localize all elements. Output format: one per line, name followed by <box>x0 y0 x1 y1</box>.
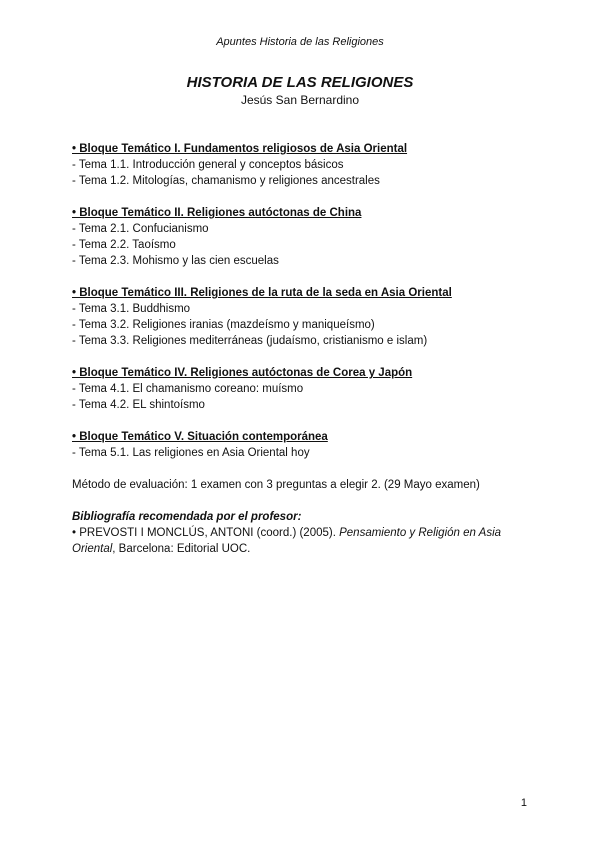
thematic-block-1 <box>72 141 532 189</box>
bibliography-book-title: Pensamiento y Religión en Asia Oriental <box>72 527 502 555</box>
topic-item: - Tema 4.2. EL shintoísmo <box>72 399 205 411</box>
running-header: Apuntes Historia de las Religiones <box>216 36 384 48</box>
thematic-block-4 <box>72 365 532 413</box>
block-title: • Bloque Temático V. Situación contemporánea <box>72 431 328 443</box>
syllabus-content <box>72 141 532 557</box>
topic-item: - Tema 4.1. El chamanismo coreano: muísmo <box>72 383 304 395</box>
block-title: • Bloque Temático I. Fundamentos religiosos de Asia Oriental <box>72 143 408 155</box>
bibliography-publisher: , Barcelona: Editorial UOC. <box>112 543 251 555</box>
topic-item: - Tema 1.2. Mitologías, chamanismo y religiones ancestrales <box>72 175 380 187</box>
page-number: 1 <box>520 797 527 809</box>
block-title: • Bloque Temático III. Religiones de la ruta de la seda en Asia Oriental <box>72 287 452 299</box>
topic-item: - Tema 2.3. Mohismo y las cien escuelas <box>72 255 279 267</box>
bibliography-entry <box>72 525 532 557</box>
bibliography-section <box>72 509 532 557</box>
topic-item: - Tema 3.2. Religiones iranias (mazdeísmo y maniqueísmo) <box>72 319 375 331</box>
bibliography-authors: • PREVOSTI I MONCLÚS, ANTONI (coord.) (2005). <box>72 527 336 539</box>
evaluation-method: Método de evaluación: 1 examen con 3 preguntas a elegir 2. (29 Mayo examen) <box>72 479 480 491</box>
thematic-block-3 <box>72 285 532 349</box>
title-block <box>0 74 600 108</box>
document-title: HISTORIA DE LAS RELIGIONES <box>186 74 414 91</box>
topic-item: - Tema 3.3. Religiones mediterráneas (judaísmo, cristianismo e islam) <box>72 335 428 347</box>
thematic-block-5 <box>72 429 532 461</box>
topic-item: - Tema 1.1. Introducción general y conceptos básicos <box>72 159 344 171</box>
topic-item: - Tema 2.2. Taoísmo <box>72 239 176 251</box>
topic-item: - Tema 5.1. Las religiones en Asia Oriental hoy <box>72 447 310 459</box>
thematic-block-2 <box>72 205 532 269</box>
document-author: Jesús San Bernardino <box>240 93 360 107</box>
block-title: • Bloque Temático IV. Religiones autóctonas de Corea y Japón <box>72 367 413 379</box>
topic-item: - Tema 3.1. Buddhismo <box>72 303 191 315</box>
bibliography-heading: Bibliografía recomendada por el profesor: <box>72 511 302 523</box>
topic-item: - Tema 2.1. Confucianismo <box>72 223 209 235</box>
block-title: • Bloque Temático II. Religiones autóctonas de China <box>72 207 362 219</box>
